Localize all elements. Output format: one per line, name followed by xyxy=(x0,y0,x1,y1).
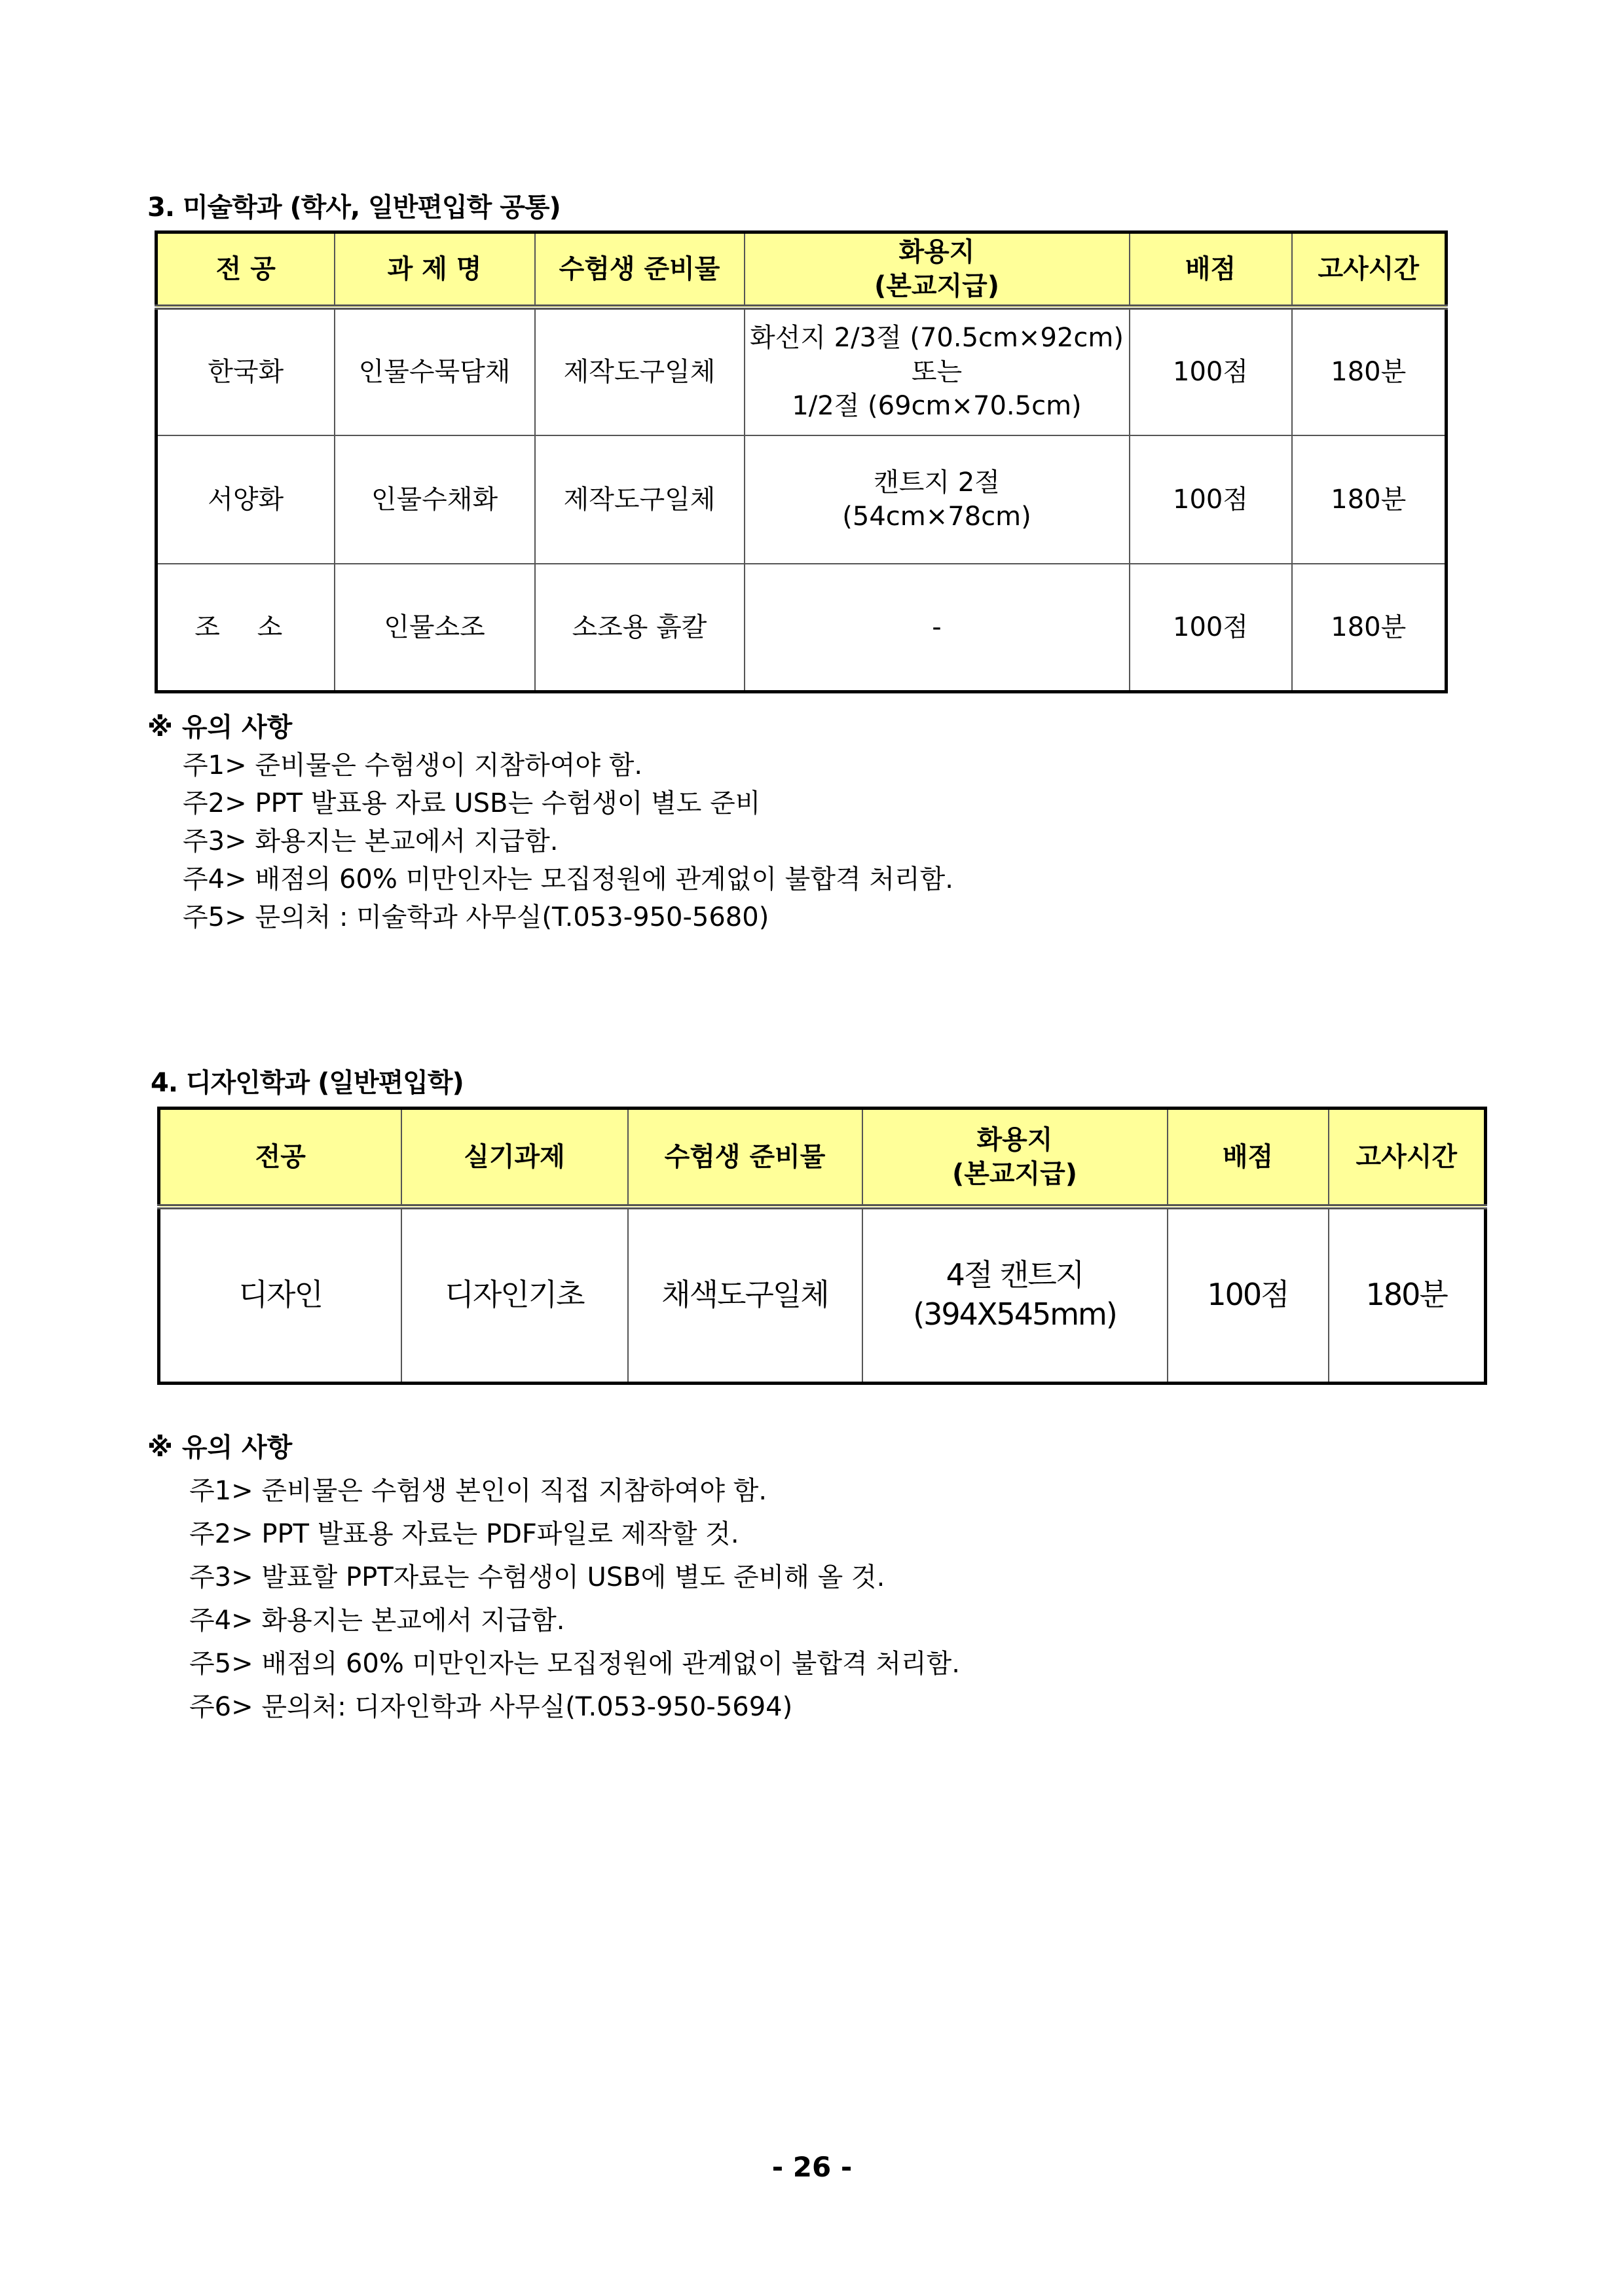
cell-prep: 제작도구일체 xyxy=(535,307,745,435)
paper-line: 1/2절 (69cm×70.5cm) xyxy=(792,391,1082,421)
cell-major: 한국화 xyxy=(157,307,335,435)
cell-task: 인물수묵담채 xyxy=(335,307,535,435)
section4-notes xyxy=(147,1426,960,1729)
section3-title: 3. 미술학과 (학사, 일반편입학 공통) xyxy=(147,193,561,223)
header-paper-line2: (본교지급) xyxy=(874,270,1000,301)
notes-heading: ※ 유의 사항 xyxy=(147,1433,293,1463)
header-major: 전 공 xyxy=(157,232,335,307)
note-item: 주1> 준비물은 수험생이 지참하여야 함. xyxy=(183,750,643,780)
cell-major: 디자인 xyxy=(159,1207,401,1384)
note-item: 주3> 화용지는 본교에서 지급함. xyxy=(183,826,559,856)
cell-prep: 채색도구일체 xyxy=(628,1207,862,1384)
header-score: 배점 xyxy=(1168,1109,1329,1207)
cell-score: 100점 xyxy=(1168,1207,1329,1384)
header-prep: 수험생 준비물 xyxy=(535,232,745,307)
cell-time: 180분 xyxy=(1292,564,1447,692)
note-item: 주2> PPT 발표용 자료 USB는 수험생이 별도 준비 xyxy=(183,788,761,818)
cell-paper xyxy=(745,435,1130,564)
paper-line: (54cm×78cm) xyxy=(842,501,1031,532)
paper-line: 4절 캔트지 xyxy=(946,1257,1084,1293)
header-score: 배점 xyxy=(1130,232,1292,307)
header-paper xyxy=(745,232,1130,307)
note-item: 주6> 문의처: 디자인학과 사무실(T.053-950-5694) xyxy=(189,1692,793,1722)
header-paper-line1: 화용지 xyxy=(976,1124,1053,1155)
section3-notes xyxy=(147,708,953,936)
art-exam-table xyxy=(155,230,1448,693)
header-paper xyxy=(862,1109,1168,1207)
table-row xyxy=(157,435,1447,564)
cell-paper xyxy=(862,1207,1168,1384)
design-exam-table xyxy=(157,1107,1487,1385)
header-prep: 수험생 준비물 xyxy=(628,1109,862,1207)
header-task: 실기과제 xyxy=(401,1109,628,1207)
cell-task: 인물수채화 xyxy=(335,435,535,564)
header-time: 고사시간 xyxy=(1292,232,1447,307)
table-row xyxy=(157,307,1447,435)
note-item: 주2> PPT 발표용 자료는 PDF파일로 제작할 것. xyxy=(189,1519,739,1549)
section4-title: 4. 디자인학과 (일반편입학) xyxy=(151,1068,464,1098)
header-major: 전공 xyxy=(159,1109,401,1207)
notes-heading: ※ 유의 사항 xyxy=(147,712,293,743)
cell-major: 조 소 xyxy=(157,564,335,692)
cell-task: 인물소조 xyxy=(335,564,535,692)
paper-line: 캔트지 2절 xyxy=(874,467,1000,498)
note-item: 주1> 준비물은 수험생 본인이 직접 지참하여야 함. xyxy=(189,1476,767,1506)
cell-major: 서양화 xyxy=(157,435,335,564)
cell-prep: 제작도구일체 xyxy=(535,435,745,564)
note-item: 주5> 배점의 60% 미만인자는 모집정원에 관계없이 불합격 처리함. xyxy=(189,1649,960,1679)
header-paper-line1: 화용지 xyxy=(898,236,975,267)
paper-line: - xyxy=(932,612,942,642)
cell-time: 180분 xyxy=(1292,435,1447,564)
cell-paper xyxy=(745,307,1130,435)
note-item: 주4> 화용지는 본교에서 지급함. xyxy=(189,1606,565,1636)
header-time: 고사시간 xyxy=(1329,1109,1486,1207)
cell-prep: 소조용 흙칼 xyxy=(535,564,745,692)
table-row xyxy=(157,564,1447,692)
cell-task: 디자인기초 xyxy=(401,1207,628,1384)
note-item: 주4> 배점의 60% 미만인자는 모집정원에 관계없이 불합격 처리함. xyxy=(183,864,953,894)
cell-score: 100점 xyxy=(1130,564,1292,692)
header-paper-line2: (본교지급) xyxy=(951,1158,1078,1189)
paper-line: 화선지 2/3절 (70.5cm×92cm) xyxy=(750,323,1124,353)
cell-time: 180분 xyxy=(1292,307,1447,435)
cell-paper xyxy=(745,564,1130,692)
table-row xyxy=(159,1207,1486,1384)
cell-time: 180분 xyxy=(1329,1207,1486,1384)
paper-line: 또는 xyxy=(911,357,963,387)
note-item: 주3> 발표할 PPT자료는 수험생이 USB에 별도 준비해 올 것. xyxy=(189,1562,885,1592)
note-item: 주5> 문의처 : 미술학과 사무실(T.053-950-5680) xyxy=(183,902,769,932)
header-task: 과 제 명 xyxy=(335,232,535,307)
page-number: - 26 - xyxy=(771,2151,853,2183)
cell-score: 100점 xyxy=(1130,435,1292,564)
paper-line: (394Ⅹ545mm) xyxy=(913,1296,1116,1332)
cell-score: 100점 xyxy=(1130,307,1292,435)
